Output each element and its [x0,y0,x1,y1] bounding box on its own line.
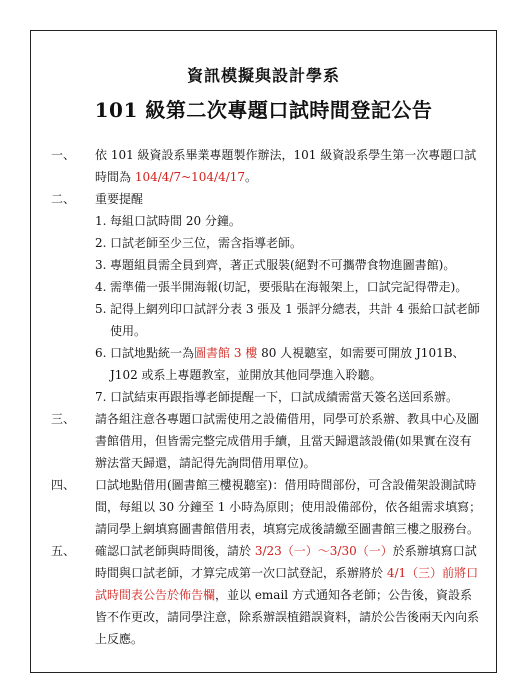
reminder-item [95,276,482,298]
announcement-date: 4/1（三）前將口試時間表公告於佈告欄 [95,566,479,602]
section-3-text: 請各組注意各專題口試需使用之設備借用，同學可於系辦、教具中心及圖書館借用，但皆需完整完成借用手續，且當天歸還該設備(如果實在沒有辦法當天歸還，請記得先詢問借用單位)。 [95,412,480,470]
reminder-text: 專題組員需全員到齊，著正式服裝(絕對不可攜帶食物進圖書館)。 [110,258,456,272]
section-1-number: 一、 [51,148,76,162]
reminder-number: 1. [95,214,107,228]
section-5-number: 五、 [51,544,76,558]
reminder-item [95,298,482,342]
section-4-number: 四、 [51,478,76,492]
section-5-text-c: ，並以 email 方式通知各老師；公告後，資設系皆不作更改，請同學注意，除系辦誤植錯誤資料，請於公告後兩天內向系上反應。 [95,588,480,646]
section-1-text-b: 。 [245,170,258,184]
reminder-item [95,210,482,232]
notice-frame [30,30,497,673]
reminder-text: 需準備一張半開海報(切記，要張貼在海報架上，口試完記得帶走)。 [110,280,468,294]
section-4-text: 口試地點借用(圖書館三樓視聽室)：借用時間部份，可含設備架設測試時間，每組以 30 分鐘至 1 小時為原則；使用設備部份，依各組需求填寫；請同學上網填寫圖書館借用表，填寫完成後請繳至圖書館三樓之服務台。 [95,478,482,536]
section-4 [51,474,482,540]
notice-title: 101 級第二次專題口試時間登記公告 [94,98,433,122]
notice-body [51,144,482,650]
reminder-text: 口試結束再跟指導老師提醒一下，口試成績需當天簽名送回系辦。 [110,390,459,404]
section-2-heading: 重要提醒 [95,192,144,206]
section-2-number: 二、 [51,192,76,206]
reminder-list [95,210,482,408]
registration-deadline: 3/23（一）～3/30（一） [254,544,393,558]
department-name: 資訊模擬與設計學系 [186,66,340,85]
reminder-text-a: 口試地點統一為 [110,346,195,360]
reminder-number: 5. [95,302,107,316]
exam-date-range: 104/4/7~104/4/17 [134,170,246,184]
reminder-item [95,386,482,408]
reminder-item [95,254,482,276]
reminder-item [95,232,482,254]
section-1 [51,144,482,188]
exam-location: 圖書館 3 樓 [194,346,258,360]
reminder-text: 每組口試時間 20 分鐘。 [110,214,241,228]
section-5-text-b: 於系辦填寫口試時間與口試老師，才算完成第一次口試登記，系辦將於 [95,544,477,580]
reminder-text: 記得上網列印口試評分表 3 張及 1 張評分總表，共計 4 張給口試老師使用。 [110,302,480,338]
section-2 [51,188,482,408]
section-3-number: 三、 [51,412,76,426]
reminder-number: 3. [95,258,107,272]
reminder-number: 4. [95,280,107,294]
section-3 [51,408,482,474]
section-5 [51,540,482,650]
section-5-text-a: 確認口試老師與時間後，請於 [95,544,255,558]
reminder-item [95,342,482,386]
section-1-text-a: 依 101 級資設系畢業專題製作辦法，101 級資設系學生第一次專題口試時間為 [95,148,477,184]
reminder-text-b: 80 人視聽室，如需要可開放 J101B、J102 或系上專題教室，並開放其他同學進入聆聽。 [110,346,465,382]
reminder-number: 2. [95,236,107,250]
reminder-number: 6. [95,346,107,360]
reminder-text: 口試老師至少三位，需含指導老師。 [110,236,303,250]
reminder-number: 7. [95,390,107,404]
